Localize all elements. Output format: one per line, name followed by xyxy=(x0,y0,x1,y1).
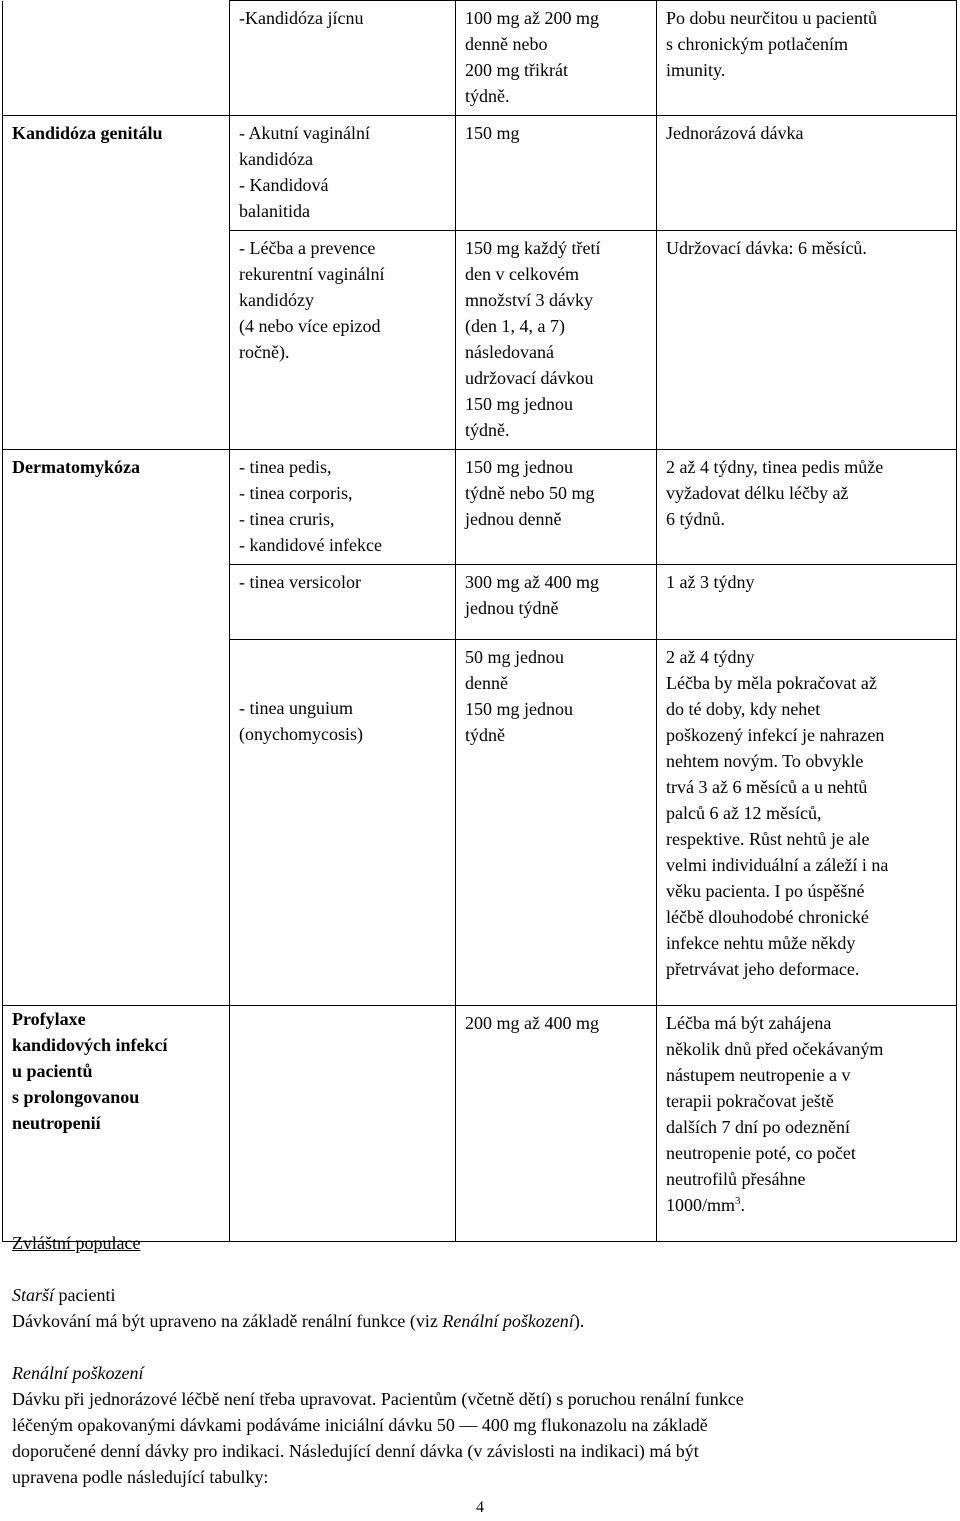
dose-cell: 150 mg jednou týdně nebo 50 mg jednou denně xyxy=(456,450,657,565)
elderly-title-italic: Starší xyxy=(12,1285,55,1305)
superscript: 3 xyxy=(735,1195,741,1207)
sub-indication-cell: - tinea unguium (onychomycosis) xyxy=(230,640,456,1006)
elderly-text-b: ). xyxy=(573,1311,585,1331)
duration-long: Léčba by měla pokračovat až do té doby, kdy nehet poškozený infekcí je nahrazen nehtem novým. To obvykle trvá 3 až 6 měsíců a u nehtů palců 6 až 12 měsíců, respektive. Růst nehtů je ale velmi individuální a záleží i na věku pacienta. I po úspěšné léčbě dlouhodobé chronické infekce nehtu může někdy přetrvávat jeho deformace. xyxy=(666,673,889,979)
indication-cell: Profylaxe kandidových infekcí u pacientů s prolongovanou neutropenií xyxy=(3,1006,230,1242)
sub-indication-cell: - tinea pedis, - tinea corporis, - tinea cruris, - kandidové infekce xyxy=(230,450,456,565)
dose-cell: 200 mg až 400 mg xyxy=(456,1006,657,1242)
duration-cell: 2 až 4 týdny, tinea pedis může vyžadovat délku léčby až 6 týdnů. xyxy=(657,450,957,565)
table-row xyxy=(3,1006,957,1242)
duration-short: 2 až 4 týdny xyxy=(666,647,755,667)
page-number: 4 xyxy=(476,1499,484,1516)
duration-cell: Jednorázová dávka xyxy=(657,116,957,231)
duration-cell xyxy=(657,1006,957,1242)
dose-cell xyxy=(456,640,657,1006)
elderly-title xyxy=(12,1282,942,1308)
duration-text: Léčba má být zahájena několik dnů před očekávaným nástupem neutropenie a v terapii pokračovat ještě dalších 7 dní po odeznění neutropenie poté, co počet neutrofilů přesáhne 1000/mm xyxy=(666,1013,884,1215)
table-row xyxy=(3,116,957,231)
indication-cell: Dermatomykóza xyxy=(3,450,230,1006)
elderly-text-a: Dávkování má být upraveno na základě renální funkce (viz xyxy=(12,1311,443,1331)
duration-cell: 1 až 3 týdny xyxy=(657,565,957,640)
indication-cell: Kandidóza genitálu xyxy=(3,116,230,450)
elderly-title-rest: pacienti xyxy=(54,1285,116,1305)
duration-cell: Udržovací dávka: 6 měsíců. xyxy=(657,231,957,450)
table-row xyxy=(3,450,957,565)
duration-end: . xyxy=(740,1195,746,1215)
sub-indication-cell: - tinea versicolor xyxy=(230,565,456,640)
dose-daily: 50 mg jednou denně xyxy=(465,647,564,693)
renal-reference: Renální poškození xyxy=(442,1311,574,1331)
section-heading: Zvláštní populace xyxy=(12,1233,141,1253)
dose-cell: 100 mg až 200 mg denně nebo 200 mg třikrát týdně. xyxy=(456,1,657,116)
indication-cell xyxy=(3,1,230,116)
dose-weekly: 150 mg jednou týdně xyxy=(465,699,573,745)
sub-indication-cell: - Akutní vaginální kandidóza - Kandidová balanitida xyxy=(230,116,456,231)
table-row xyxy=(3,1,957,116)
renal-title: Renální poškození xyxy=(12,1363,144,1383)
dose-cell: 150 mg každý třetí den v celkovém množství 3 dávky (den 1, 4, a 7) následovaná udržovací dávkou 150 mg jednou týdně. xyxy=(456,231,657,450)
sub-indication-cell xyxy=(230,1006,456,1242)
elderly-text xyxy=(12,1308,942,1334)
renal-text: Dávku při jednorázové léčbě není třeba upravovat. Pacientům (včetně dětí) s poruchou renální funkce léčeným opakovanými dávkami podáváme iniciální dávku 50 — 400 mg flukonazolu na základě doporučené denní dávky pro indikaci. Následující denní dávka (v závislosti na indikaci) má být upravena podle následující tabulky: xyxy=(12,1389,744,1487)
dose-cell: 150 mg xyxy=(456,116,657,231)
dose-cell: 300 mg až 400 mg jednou týdně xyxy=(456,565,657,640)
duration-cell xyxy=(657,640,957,1006)
sub-indication-cell: - Léčba a prevence rekurentní vaginální kandidózy (4 nebo více epizod ročně). xyxy=(230,231,456,450)
dosage-table xyxy=(2,0,957,1242)
sub-indication-cell: -Kandidóza jícnu xyxy=(230,1,456,116)
duration-cell: Po dobu neurčitou u pacientů s chronickým potlačením imunity. xyxy=(657,1,957,116)
